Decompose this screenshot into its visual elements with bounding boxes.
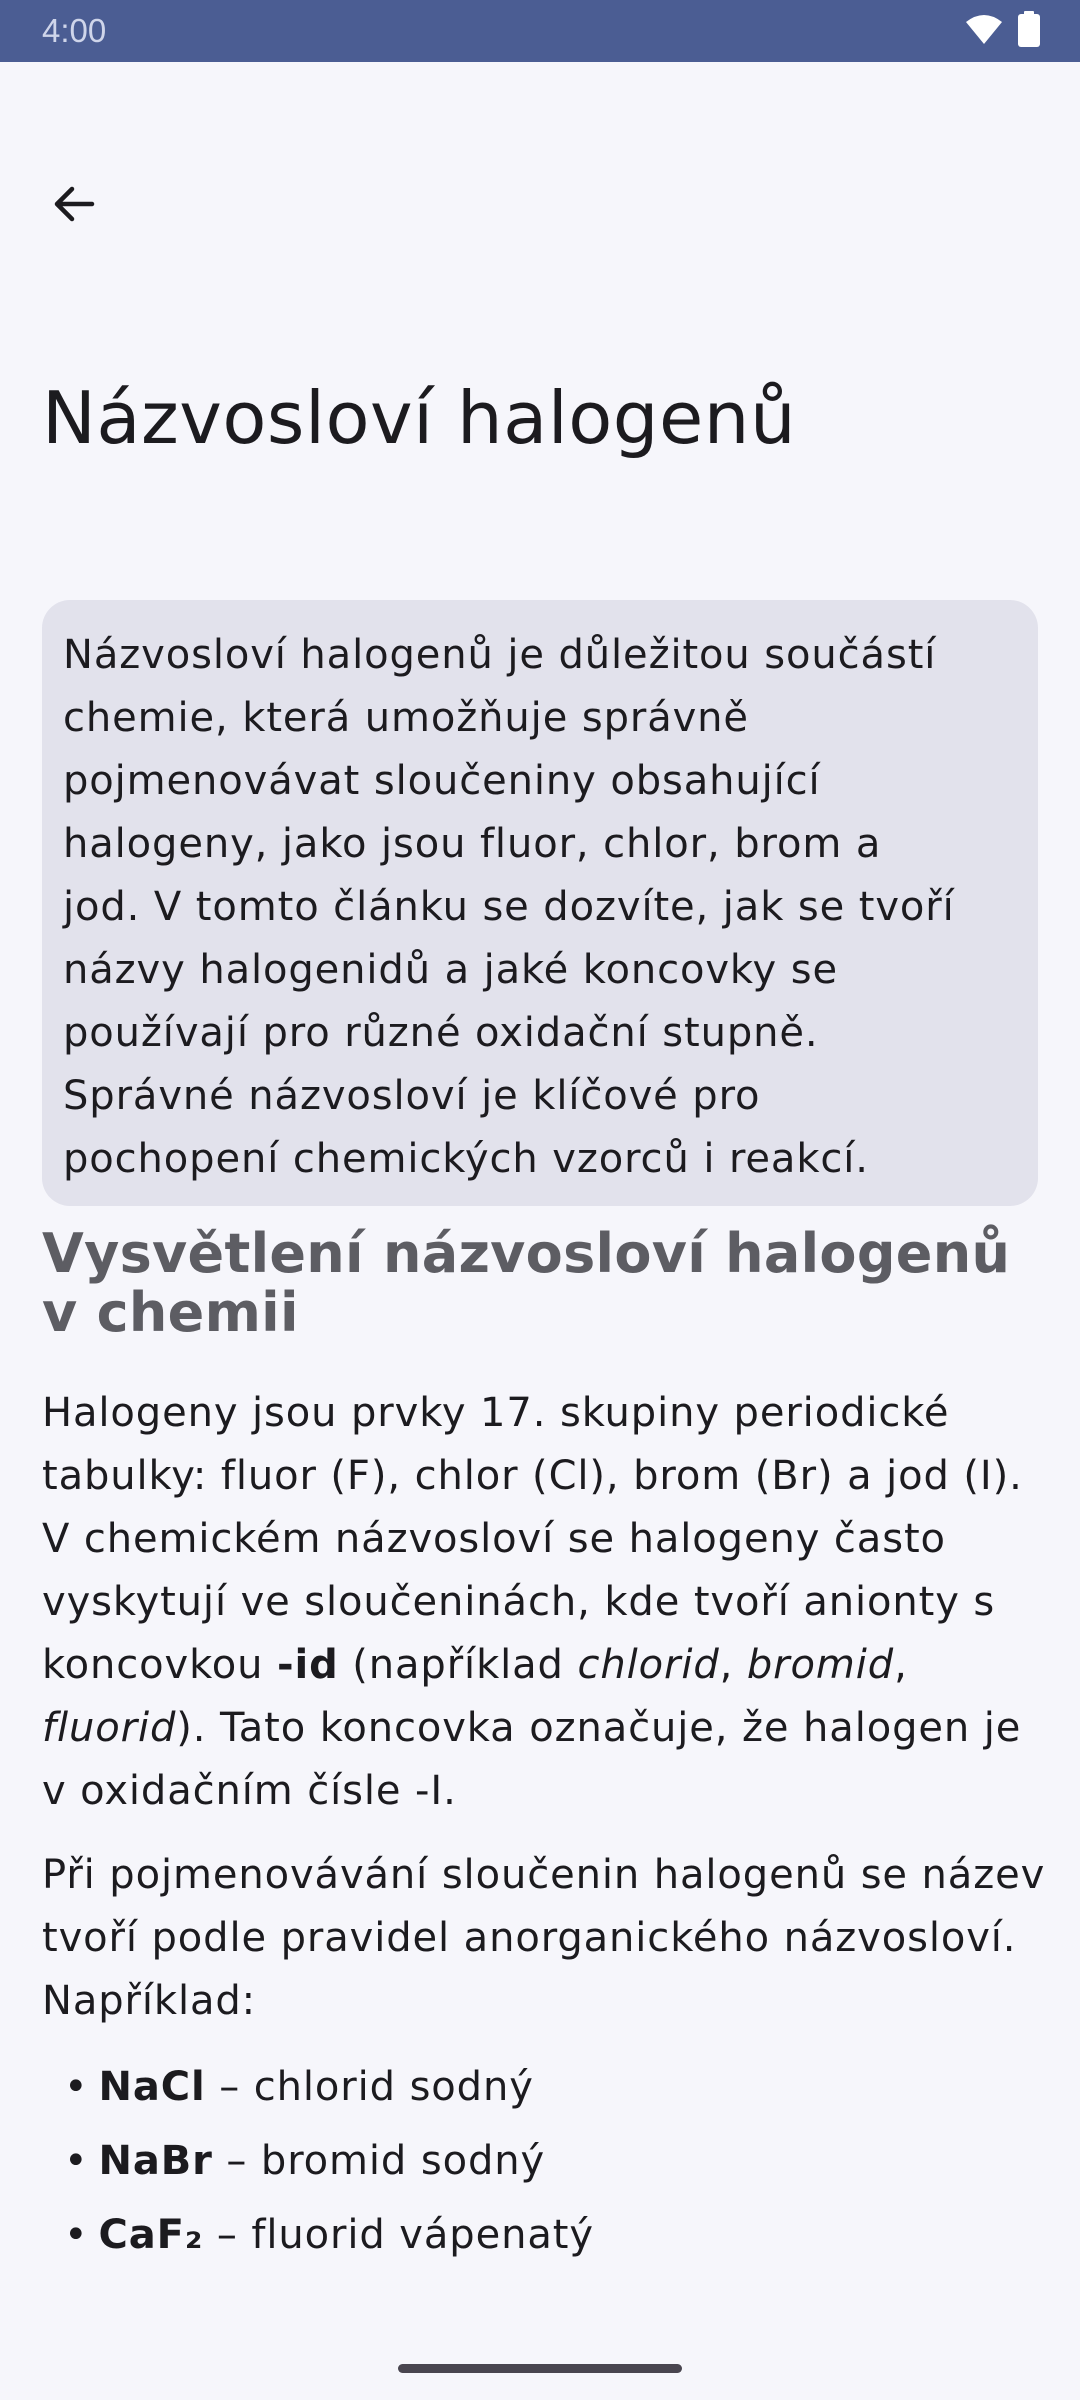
separator: ,: [894, 1642, 908, 1688]
example-bromid: bromid: [746, 1642, 895, 1688]
separator: ,: [719, 1642, 747, 1688]
list-item: [64, 2056, 594, 2130]
bullet: •: [64, 2212, 89, 2258]
paragraph-text: (například: [338, 1642, 578, 1688]
home-indicator[interactable]: [398, 2364, 682, 2373]
section-paragraph-2: Při pojmenovávání sloučenin halogenů se název tvoří podle pravidel anorganického názvosloví. Například:: [42, 1852, 1046, 2024]
page-title: Názvosloví halogenů: [42, 376, 797, 460]
example-list: [64, 2056, 594, 2278]
status-icons: [966, 12, 1040, 50]
example-chlorid: chlorid: [577, 1642, 720, 1688]
bullet: •: [64, 2138, 89, 2184]
back-button[interactable]: [38, 170, 110, 242]
compound-name: – chlorid sodný: [205, 2064, 534, 2110]
section-paragraph-1: [42, 1382, 1052, 1823]
bullet: •: [64, 2064, 89, 2110]
wifi-icon: [966, 14, 1002, 48]
list-item: [64, 2204, 594, 2278]
status-bar: [0, 0, 1080, 62]
paragraph-text: ). Tato koncovka označuje, že halogen je v oxidačním čísle -I.: [42, 1705, 1022, 1814]
paragraph-text: Halogeny jsou prvky 17. skupiny periodické tabulky: fluor (F), chlor (Cl), brom (Br) a jod (I). V chemickém názvosloví se halogeny často vyskytují ve sloučeninách, kde tvoří anionty s koncovkou: [42, 1390, 1023, 1688]
formula: NaCl: [98, 2064, 206, 2110]
section-heading: Vysvětlení názvosloví halogenů v chemii: [42, 1222, 1011, 1344]
status-time: 4:00: [42, 12, 107, 49]
battery-icon: [1018, 11, 1040, 51]
compound-name: – bromid sodný: [212, 2138, 546, 2184]
list-item: [64, 2130, 594, 2204]
formula: NaBr: [98, 2138, 213, 2184]
example-fluorid: fluorid: [42, 1705, 177, 1751]
compound-name: – fluorid vápenatý: [203, 2212, 594, 2258]
formula: CaF₂: [98, 2212, 204, 2258]
intro-card: Názvosloví halogenů je důležitou součástí chemie, která umožňuje správně pojmenovávat sloučeniny obsahující halogeny, jako jsou fluor, chlor, brom a jod. V tomto článku se dozvíte, jak se tvoří názvy halogenidů a jaké koncovky se používají pro různé oxidační stupně. Správné názvosloví je klíčové pro pochopení chemických vzorců i reakcí.: [42, 600, 1038, 1206]
arrow-left-icon: [50, 180, 98, 232]
suffix-id: -id: [276, 1642, 339, 1688]
